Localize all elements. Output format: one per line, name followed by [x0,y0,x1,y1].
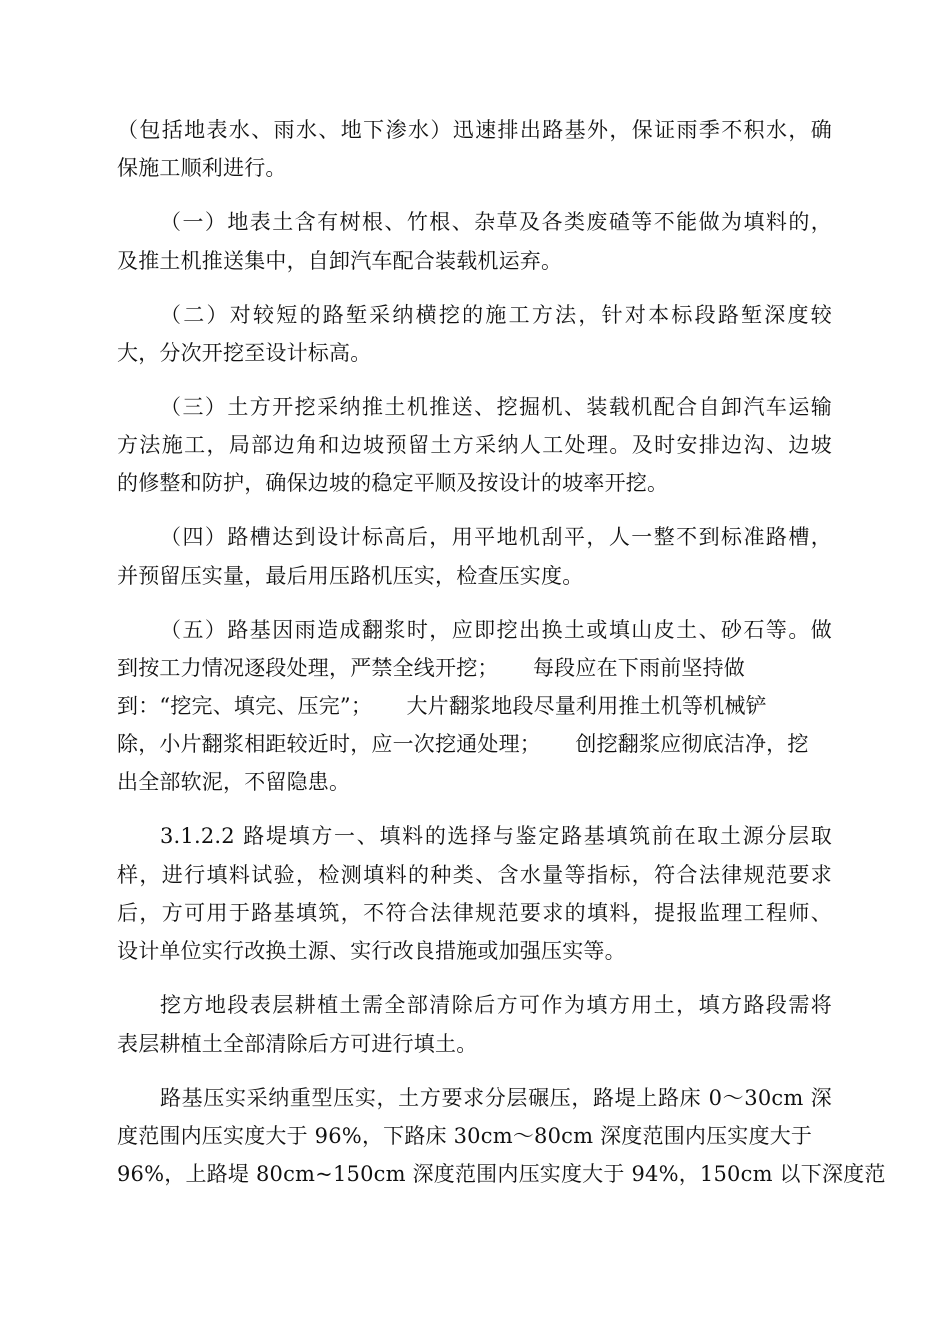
text-line: 及推土机推送集中，自卸汽车配合装载机运弃。 [117,249,563,273]
text-line: 的修整和防护，确保边坡的稳定平顺及按设计的坡率开挖。 [117,471,669,495]
text-line: 到按工力情况逐段处理，严禁全线开挖； 每段应在下雨前坚持做 [117,656,745,680]
text-line: 表层耕植土全部清除后方可进行填土。 [117,1032,478,1056]
text-line: 96%，上路堤 80cm~150cm 深度范围内压实度大于 94%，150cm 以下深度范 [117,1162,886,1186]
text-line: 3.1.2.2 路堤填方一、填料的选择与鉴定路基填筑前在取土源分层取 [160,824,832,848]
text-line: 保施工顺利进行。 [117,156,287,180]
text-line: （一）地表土含有树根、竹根、杂草及各类废碴等不能做为填料的， [160,210,832,234]
text-line: 方法施工，局部边角和边坡预留土方采纳人工处理。及时安排边沟、边坡 [117,433,832,457]
text-line: （四）路槽达到设计标高后，用平地机刮平，人一整不到标准路槽， [160,525,832,549]
text-line: 大，分次开挖至设计标高。 [117,341,372,365]
text-line: 样，进行填料试验，检测填料的种类、含水量等指标，符合法律规范要求 [117,863,832,887]
text-line: 到：“挖完、填完、压完”； 大片翻浆地段尽量利用推土机等机械铲 [117,694,767,718]
text-line: （五）路基因雨造成翻浆时，应即挖出换土或填山皮土、砂石等。做 [160,618,832,642]
text-line: 设计单位实行改换土源、实行改良措施或加强压实等。 [117,939,626,963]
text-line: 出全部软泥，不留隐患。 [117,770,351,794]
text-line: （包括地表水、雨水、地下渗水）迅速排出路基外，保证雨季不积水，确 [117,118,832,142]
text-line: 度范围内压实度大于 96%，下路床 30cm～80cm 深度范围内压实度大于 [117,1124,813,1148]
text-line: 挖方地段表层耕植土需全部清除后方可作为填方用土，填方路段需将 [160,993,832,1017]
text-line: （三）土方开挖采纳推土机推送、挖掘机、装载机配合自卸汽车运输 [160,395,832,419]
text-line: 并预留压实量，最后用压路机压实，检查压实度。 [117,564,584,588]
text-line: （二）对较短的路堑采纳横挖的施工方法，针对本标段路堑深度较 [160,303,832,327]
text-line: 路基压实采纳重型压实，土方要求分层碾压，路堤上路床 0～30cm 深 [160,1086,832,1110]
text-line: 除，小片翻浆相距较近时，应一次挖通处理； 创挖翻浆应彻底洁净，挖 [117,732,809,756]
text-line: 后，方可用于路基填筑，不符合法律规范要求的填料，提报监理工程师、 [117,901,832,925]
